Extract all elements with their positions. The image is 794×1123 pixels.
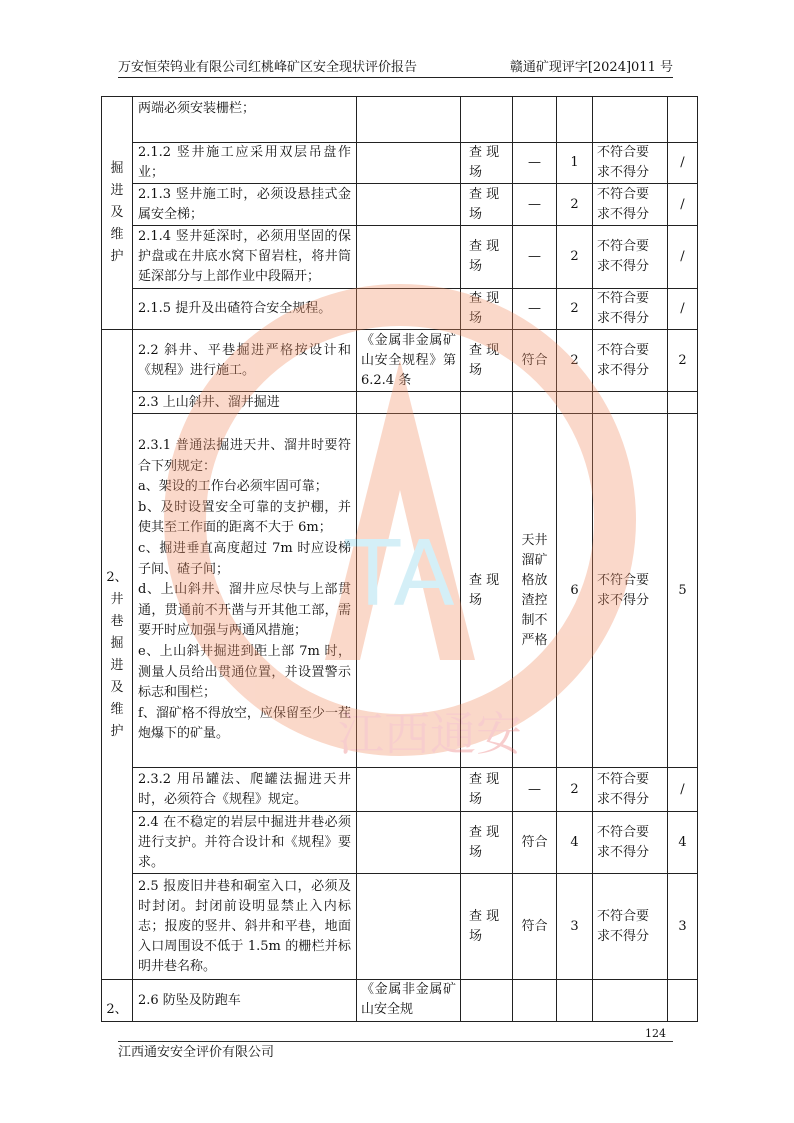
std-score-cell: 2 [557, 226, 593, 289]
scoring-rule-cell: 不符合要 求不得分 [593, 874, 668, 980]
std-score-cell: 2 [557, 768, 593, 812]
actual-score-cell: / [668, 184, 698, 226]
result-cell: 符合 [513, 330, 557, 392]
item-cell: 2.3.2 用吊罐法、爬罐法掘进天井时，必须符合《规程》规定。 [133, 768, 357, 812]
table-row [102, 143, 698, 184]
item-cell: 2.4 在不稳定的岩层中掘进井巷必须进行支护。并符合设计和《规程》要求。 [133, 812, 357, 874]
method-cell: 查 现 场 [461, 226, 513, 289]
method-cell [461, 392, 513, 414]
table-row [102, 414, 698, 768]
result-cell: — [513, 143, 557, 184]
scoring-rule-cell: 不符合要 求不得分 [593, 184, 668, 226]
item-cell: 两端必须安装栅栏； [133, 97, 357, 143]
item-cell: 2.2 斜井、平巷掘进严格按设计和《规程》进行施工。 [133, 330, 357, 392]
result-cell: 天井 溜矿 格放 渣控 制不 严格 [513, 414, 557, 768]
result-cell: — [513, 289, 557, 330]
report-number: 赣通矿现评字[2024]011 号 [509, 60, 673, 75]
basis-cell [357, 414, 461, 768]
std-score-cell [557, 980, 593, 1022]
result-cell: 符合 [513, 874, 557, 980]
basis-cell [357, 768, 461, 812]
basis-cell [357, 874, 461, 980]
std-score-cell: 2 [557, 184, 593, 226]
basis-cell [357, 226, 461, 289]
scoring-rule-cell: 不符合要 求不得分 [593, 226, 668, 289]
result-cell: — [513, 226, 557, 289]
category-label: 2、 [106, 1002, 128, 1017]
basis-cell [357, 289, 461, 330]
item-cell: 2.3.1 普通法掘进天井、溜井时要符合下列规定： a、架设的工作台必须牢固可靠； b、及时设置安全可靠的支护棚，并使其至工作面的距离不大于 6m； c、掘进垂直高度超过 7m 时应设梯子间、碴子间； d、上山斜井、溜井应尽快与上部贯通，贯通前不开凿与开其他工部，需要开时应加强与两通风措施； e、上山斜井掘进到距上部 7m 时，测量人员给出贯通位置，并设置警示标志和围栏； f、溜矿格不得放空，应保留至少一茬炮爆下的矿量。 [133, 414, 357, 768]
table-row [102, 330, 698, 392]
basis-cell [357, 184, 461, 226]
category-cell [102, 330, 133, 980]
scoring-rule-cell: 不符合要 求不得分 [593, 289, 668, 330]
method-cell: 查 现 场 [461, 414, 513, 768]
item-cell: 2.3 上山斜井、溜井掘进 [133, 392, 357, 414]
method-cell: 查 现 场 [461, 874, 513, 980]
actual-score-cell: / [668, 768, 698, 812]
report-title: 万安恒荣钨业有限公司红桃峰矿区安全现状评价报告 [118, 60, 418, 75]
actual-score-cell: 2 [668, 330, 698, 392]
actual-score-cell: / [668, 143, 698, 184]
table-row [102, 980, 698, 1022]
page-number: 124 [645, 1027, 666, 1040]
basis-cell: 《金属非金属矿山安全规程》第 6.2.4 条 [357, 330, 461, 392]
scoring-rule-cell: 不符合要 求不得分 [593, 768, 668, 812]
table-row [102, 812, 698, 874]
category-cell [102, 980, 133, 1022]
scoring-rule-cell: 不符合要 求不得分 [593, 414, 668, 768]
scoring-rule-cell [593, 980, 668, 1022]
basis-cell [357, 812, 461, 874]
std-score-cell: 3 [557, 874, 593, 980]
scoring-rule-cell [593, 97, 668, 143]
item-cell: 2.5 报废旧井巷和硐室入口，必须及时封闭。封闭前设明显禁止入内标志；报废的竖井、斜井和平巷，地面入口周围设不低于 1.5m 的栅栏并标明井巷名称。 [133, 874, 357, 980]
actual-score-cell: 4 [668, 812, 698, 874]
actual-score-cell: 3 [668, 874, 698, 980]
method-cell: 查 现 场 [461, 768, 513, 812]
item-cell: 2.1.2 竖井施工应采用双层吊盘作业； [133, 143, 357, 184]
std-score-cell: 2 [557, 289, 593, 330]
result-cell [513, 392, 557, 414]
result-cell: 符合 [513, 812, 557, 874]
method-cell [461, 980, 513, 1022]
category-label: 掘 进 及 维 护 [110, 161, 124, 264]
scoring-rule-cell: 不符合要 求不得分 [593, 143, 668, 184]
item-cell: 2.1.4 竖井延深时，必须用坚固的保护盘或在井底水窝下留岩柱，将井筒延深部分与上部作业中段隔开； [133, 226, 357, 289]
item-cell: 2.1.3 竖井施工时，必须设悬挂式金属安全梯； [133, 184, 357, 226]
method-cell [461, 97, 513, 143]
table-row [102, 289, 698, 330]
evaluation-table [101, 96, 698, 1022]
method-cell: 查 现 场 [461, 812, 513, 874]
std-score-cell: 6 [557, 414, 593, 768]
table-row [102, 768, 698, 812]
basis-cell [357, 143, 461, 184]
result-cell [513, 97, 557, 143]
scoring-rule-cell: 不符合要 求不得分 [593, 812, 668, 874]
actual-score-cell: 5 [668, 414, 698, 768]
std-score-cell: 2 [557, 330, 593, 392]
table-row [102, 97, 698, 143]
actual-score-cell [668, 97, 698, 143]
table-row [102, 874, 698, 980]
table-row [102, 226, 698, 289]
actual-score-cell [668, 980, 698, 1022]
item-cell: 2.1.5 提升及出碴符合安全规程。 [133, 289, 357, 330]
basis-cell: 《金属非金属矿山安全规 [357, 980, 461, 1022]
method-cell: 查 现 场 [461, 289, 513, 330]
std-score-cell [557, 97, 593, 143]
actual-score-cell: / [668, 226, 698, 289]
std-score-cell: 4 [557, 812, 593, 874]
std-score-cell: 1 [557, 143, 593, 184]
page-header [118, 56, 673, 76]
actual-score-cell [668, 392, 698, 414]
scoring-rule-cell [593, 392, 668, 414]
category-label: 2、 井 巷 掘 进 及 维 护 [106, 569, 128, 739]
watermark-logo-letters: TA [345, 522, 455, 627]
method-cell: 查 现 场 [461, 330, 513, 392]
item-cell: 2.6 防坠及防跑车 [133, 980, 357, 1022]
scoring-rule-cell: 不符合要 求不得分 [593, 330, 668, 392]
result-cell: — [513, 184, 557, 226]
basis-cell [357, 97, 461, 143]
result-cell [513, 980, 557, 1022]
table-row [102, 392, 698, 414]
table-row [102, 184, 698, 226]
actual-score-cell: / [668, 289, 698, 330]
category-cell [102, 97, 133, 330]
result-cell: — [513, 768, 557, 812]
method-cell: 查 现 场 [461, 143, 513, 184]
watermark-text: 江西通安 [338, 707, 522, 761]
method-cell: 查 现 场 [461, 184, 513, 226]
basis-cell [357, 392, 461, 414]
footer-company: 江西通安安全评价有限公司 [118, 1045, 275, 1060]
std-score-cell [557, 392, 593, 414]
header-rule [118, 77, 673, 78]
